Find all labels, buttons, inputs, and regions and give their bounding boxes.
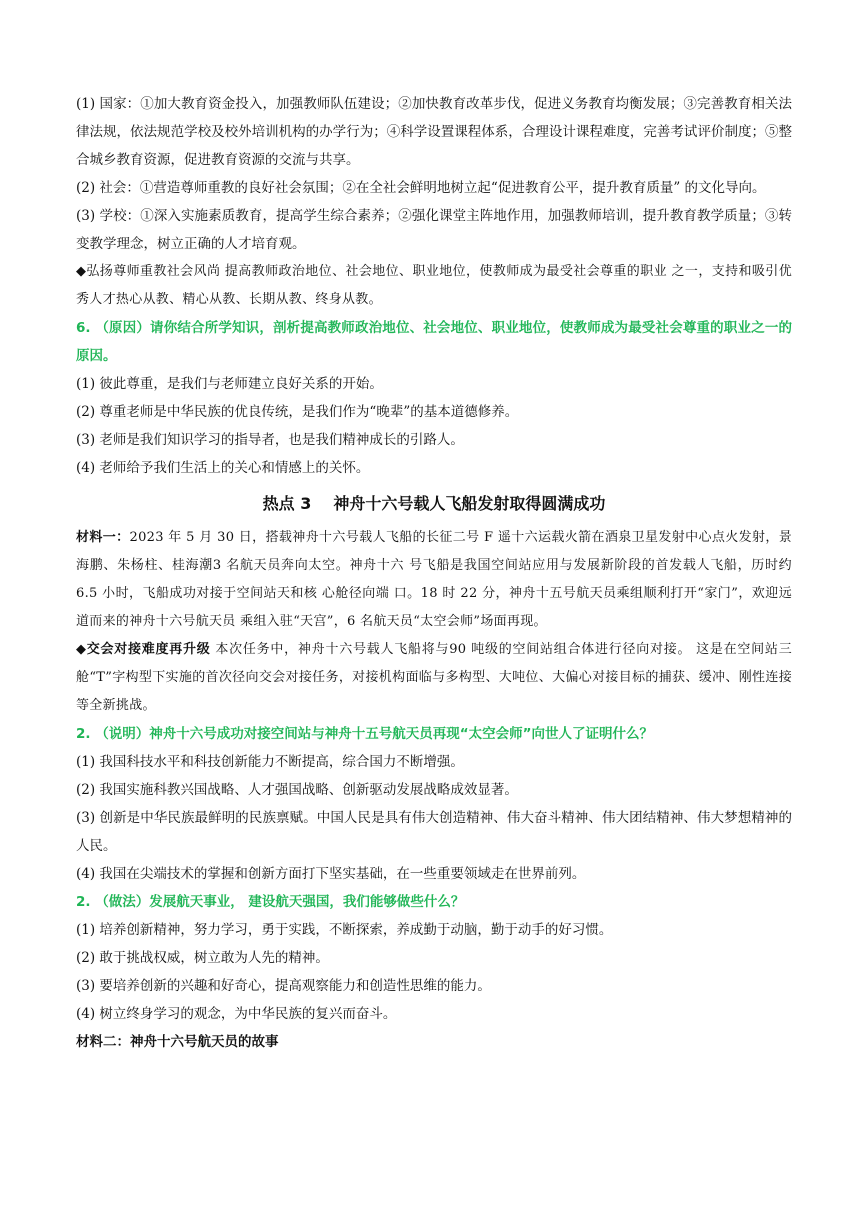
material-1-label: 材料一： bbox=[76, 530, 130, 545]
material-1-note-text: 本次任务中，神舟十六号载人飞船将与90 吨级的空间站组合体进行径向对接。 这是在空间站三舱“T”字构型下实施的首次径向交会对接任务，对接机构面临与多构型、大吨位、大偏心对接目标的捕获、缓冲、刚性连接等全新挑战。 bbox=[76, 642, 792, 713]
answer-item: (3) 创新是中华民族最鲜明的民族禀赋。中国人民是具有伟大创造精神、伟大奋斗精神、伟大团结精神、伟大梦想精神的人民。 bbox=[76, 810, 792, 854]
answer-item: (1) 培养创新精神，努力学习，勇于实践，不断探索，养成勤于动脑，勤于动手的好习惯。 bbox=[76, 922, 613, 938]
hot-title: 神舟十六号载人飞船发射取得圆满成功 bbox=[333, 494, 606, 513]
material-1-note-label: ◆交会对接难度再升级 bbox=[76, 642, 211, 657]
material-1-text: 2023 年 5 月 30 日，搭载神舟十六号载人飞船的长征二号 F 遥十六运载火箭在酒泉卫星发射中心点火发射，景海鹏、朱杨柱、桂海潮3 名航天员奔向太空。神舟十六 号飞船是我国空间站应用与发展新阶段的首发载人飞船，历时约 6.5 小时，飞船成功对接于空间站天和核 心舱径向端 口。18 时 22 分，神舟十五号航天员乘组顺利打开“家门”，欢迎远道而来的神舟十六号航天员 乘组入驻“天宫”，6 名航天员“太空会师”场面再现。 bbox=[76, 530, 792, 629]
answer-item: (1) 我国科技水平和科技创新能力不断提高，综合国力不断增强。 bbox=[76, 754, 464, 770]
material-1 bbox=[76, 524, 792, 636]
answer-item: (2) 尊重老师是中华民族的优良传统，是我们作为“晚辈”的基本道德修养。 bbox=[76, 404, 519, 420]
material-1-note bbox=[76, 636, 792, 720]
answer-item: (2) 社会：①营造尊师重教的良好社会氛围；②在全社会鲜明地树立起“促进教育公平，提升教育质量” 的文化导向。 bbox=[76, 180, 766, 196]
question-6: 6. （原因）请你结合所学知识，剖析提高教师政治地位、社会地位、职业地位，使教师成为最受社会尊重的职业之一的原因。 bbox=[76, 320, 792, 364]
material-2-label: 材料二：神舟十六号航天员的故事 bbox=[76, 1034, 279, 1050]
question-2-method: 2. （做法）发展航天事业， 建设航天强国，我们能够做些什么？ bbox=[76, 894, 465, 910]
answer-item: (3) 老师是我们知识学习的指导者，也是我们精神成长的引路人。 bbox=[76, 432, 464, 448]
note-paragraph: ◆弘扬尊师重教社会风尚 提高教师政治地位、社会地位、职业地位，使教师成为最受社会尊重的职业 之一，支持和吸引优秀人才热心从教、精心从教、长期从教、终身从教。 bbox=[76, 264, 792, 307]
answer-item: (1) 国家：①加大教育资金投入，加强教师队伍建设；②加快教育改革步伐，促进义务教育均衡发展；③完善教育相关法律法规，依法规范学校及校外培训机构的办学行为；④科学设置课程体系，合理设计课程难度，完善考试评价制度；⑤整合城乡教育资源，促进教育资源的交流与共享。 bbox=[76, 96, 792, 168]
answer-item: (2) 敢于挑战权威，树立敢为人先的精神。 bbox=[76, 950, 329, 966]
question-2-explain: 2. （说明）神舟十六号成功对接空间站与神舟十五号航天员再现“太空会师”向世人了证明什么？ bbox=[76, 726, 653, 742]
document-page bbox=[76, 90, 792, 1056]
answer-item: (4) 我国在尖端技术的掌握和创新方面打下坚实基础，在一些重要领域走在世界前列。 bbox=[76, 866, 586, 882]
answer-item: (1) 彼此尊重，是我们与老师建立良好关系的开始。 bbox=[76, 376, 383, 392]
answer-item: (2) 我国实施科教兴国战略、人才强国战略、创新驱动发展战略成效显著。 bbox=[76, 782, 518, 798]
hot-label: 热点 3 bbox=[262, 494, 312, 513]
answer-item: (4) 老师给予我们生活上的关心和情感上的关怀。 bbox=[76, 460, 370, 476]
answer-item: (4) 树立终身学习的观念，为中华民族的复兴而奋斗。 bbox=[76, 1006, 397, 1022]
answer-item: (3) 学校：①深入实施素质教育，提高学生综合素养；②强化课堂主阵地作用，加强教师培训，提升教育教学质量；③转变教学理念，树立正确的人才培育观。 bbox=[76, 208, 792, 252]
section-heading bbox=[76, 484, 792, 524]
answer-item: (3) 要培养创新的兴趣和好奇心，提高观察能力和创造性思维的能力。 bbox=[76, 978, 491, 994]
